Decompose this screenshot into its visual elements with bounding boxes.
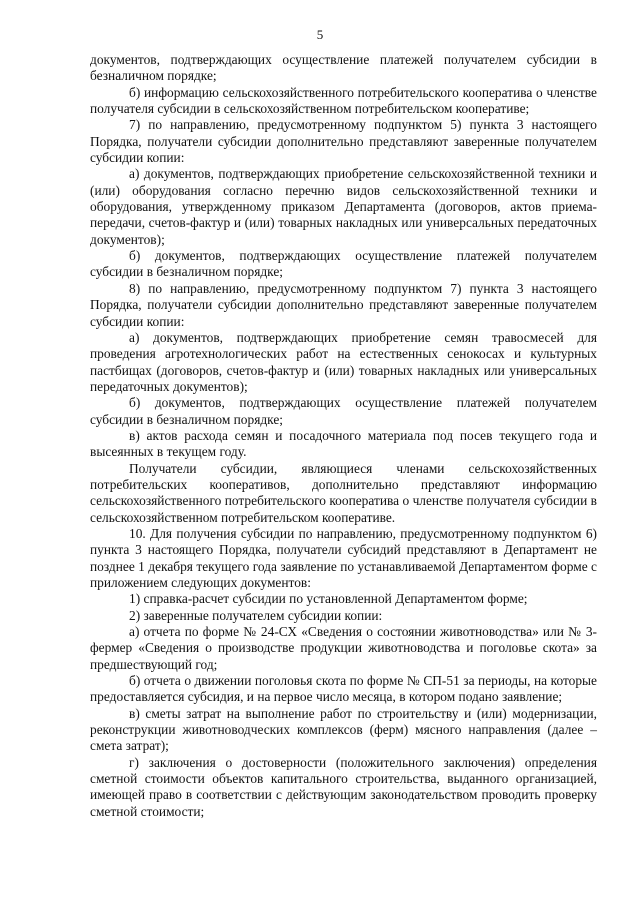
paragraph-9: в) актов расхода семян и посадочного материала под посев текущего года и высеянных в текущем году. — [90, 427, 597, 460]
paragraph-3: 7) по направлению, предусмотренному подпунктом 5) пункта 3 настоящего Порядка, получатели субсидии дополнительно представляют заверенные получателем субсидии копии: — [90, 117, 597, 166]
paragraph-17: г) заключения о достоверности (положительного заключения) определения сметной стоимости объектов капитального строительства, выданного организацией, имеющей право в соответствии с действующим законодательством проводить проверку сметной стоимости; — [90, 754, 597, 819]
paragraph-8: б) документов, подтверждающих осуществление платежей получателем субсидии в безналичном порядке; — [90, 395, 597, 427]
paragraph-11: 10. Для получения субсидии по направлению, предусмотренному подпунктом 6) пункта 3 настоящего Порядка, получатели субсидий представляют в Департамент не позднее 1 декабря текущего года заявление по устанавливаемой Департаментом форме с приложением следующих документов: — [90, 525, 597, 590]
paragraph-16: в) сметы затрат на выполнение работ по строительству и (или) модернизации, реконструкции животноводческих комплексов (ферм) мясного направления (далее – смета затрат); — [90, 705, 597, 754]
document-body — [90, 52, 597, 820]
paragraph-7: а) документов, подтверждающих приобретение семян травосмесей для проведения агротехнологических работ на естественных сенокосах и культурных пастбищах (договоров, счетов-фактур и (или) товарных накладных или универсальных передаточных документов); — [90, 329, 597, 394]
page-number: 5 — [316, 27, 324, 42]
paragraph-2: б) информацию сельскохозяйственного потребительского кооператива о членстве получателя субсидии в сельскохозяйственном потребительском кооперативе; — [90, 84, 597, 117]
paragraph-5: б) документов, подтверждающих осуществление платежей получателем субсидии в безналичном порядке; — [90, 248, 597, 280]
paragraph-1: документов, подтверждающих осуществление платежей получателем субсидии в безналичном порядке; — [90, 52, 597, 84]
paragraph-15: б) отчета о движении поголовья скота по форме № СП-51 за периоды, на которые предоставляется субсидия, и на первое число месяца, в котором подано заявление; — [90, 673, 597, 705]
paragraph-14: а) отчета по форме № 24-СХ «Сведения о состоянии животноводства» или № 3-фермер «Сведения о производстве продукции животноводства и поголовье скота» за предшествующий год; — [90, 624, 597, 672]
paragraph-4: а) документов, подтверждающих приобретение сельскохозяйственной техники и (или) оборудования согласно перечню видов сельскохозяйственной техники и оборудования, утвержденному приказом Департамента (договоров, актов приема-передачи, счетов-фактур и (или) товарных накладных или универсальных передаточных документов); — [90, 166, 597, 247]
paragraph-6: 8) по направлению, предусмотренному подпунктом 7) пункта 3 настоящего Порядка, получатели субсидии дополнительно представляют заверенные получателем субсидии копии: — [90, 280, 597, 329]
paragraph-12: 1) справка-расчет субсидии по установленной Департаментом форме; — [129, 591, 528, 607]
paragraph-13: 2) заверенные получателем субсидии копии: — [129, 607, 383, 623]
paragraph-10: Получатели субсидии, являющиеся членами сельскохозяйственных потребительских кооперативов, дополнительно представляют информацию сельскохозяйственного потребительского кооператива о членстве получателя субсидии в сельскохозяйственном потребительском кооперативе. — [90, 460, 597, 525]
